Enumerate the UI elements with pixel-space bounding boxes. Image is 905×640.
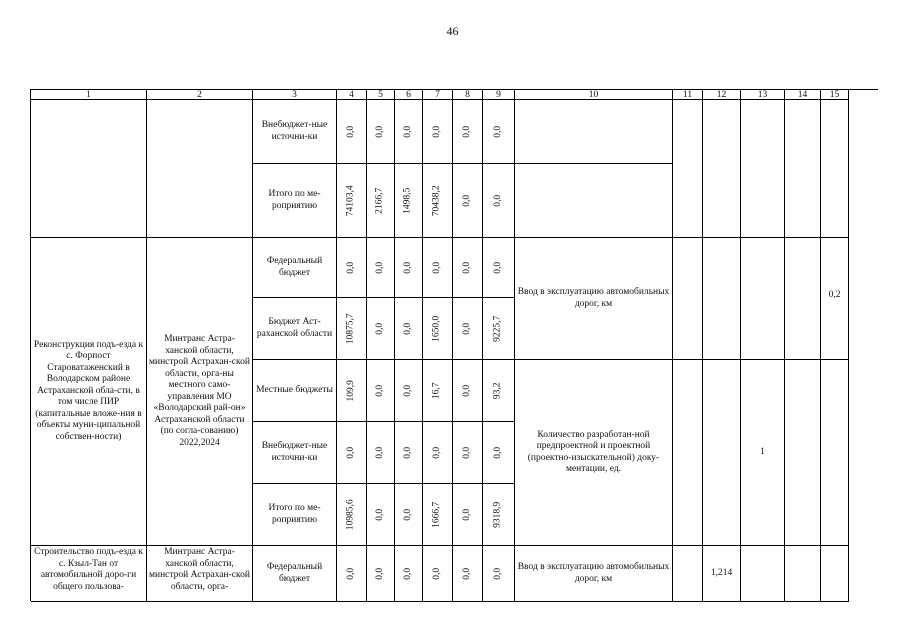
block-a-value-0-2 (395, 100, 423, 164)
block-b-value-3-1 (367, 422, 395, 484)
block-b-value-3-0-text: 0,0 (345, 446, 356, 459)
header-col-6: 6 (395, 90, 423, 100)
block-a-value-0-1-text: 0,0 (374, 125, 385, 138)
block-c-value-5-text: 0,0 (492, 567, 503, 580)
block-b-value-4-5-text: 9318,9 (492, 501, 503, 528)
block-c-col-11 (673, 546, 703, 602)
block-b-value-2-2 (395, 360, 423, 422)
block-c-col-13 (741, 546, 785, 602)
block-b-value-2-5 (483, 360, 515, 422)
block-b-source-4: Итого по ме-роприятию (253, 484, 337, 546)
block-a-value-1-1-text: 2166,7 (374, 187, 385, 214)
block-b-value-1-2 (395, 298, 423, 360)
block-b-value-1-4-text: 0,0 (461, 322, 472, 335)
block-a-value-1-2-text: 1498,5 (402, 187, 413, 214)
block-b-ind2-col-15 (821, 360, 849, 546)
block-b-title: Реконструкция подъ-езда к с. Форпост Староватаженский в Володарском районе Астраханской обла-сти, в том числе ПИР (капитальные вложе-ния в объекты муни-ципальной собствен-ности) (31, 238, 147, 546)
block-b-value-1-0-text: 10875,7 (345, 313, 356, 344)
block-b-value-4-2-text: 0,0 (402, 508, 413, 521)
block-b-ind2-col-12 (703, 360, 741, 546)
block-b-value-1-3 (423, 298, 453, 360)
block-a-value-0-0 (337, 100, 367, 164)
block-b-value-2-3 (423, 360, 453, 422)
block-c-value-2 (395, 546, 423, 602)
block-b-value-3-2 (395, 422, 423, 484)
block-a-executor-cell (147, 100, 253, 238)
block-c-value-3-text: 0,0 (431, 567, 442, 580)
block-b-value-2-4 (453, 360, 483, 422)
block-b-value-3-4 (453, 422, 483, 484)
block-a-value-0-5 (483, 100, 515, 164)
block-b-source-3: Внебюджет-ные источни-ки (253, 422, 337, 484)
block-a-value-0-4 (453, 100, 483, 164)
block-a-title-cell (31, 100, 147, 238)
header-col-12: 12 (703, 90, 741, 100)
block-c-executor: Минтранс Астра-ханской области, минстрой Астрахан-ской области, орга- (147, 546, 253, 602)
header-col-11: 11 (673, 90, 703, 100)
block-b-value-0-5 (483, 238, 515, 298)
block-b-value-0-1-text: 0,0 (374, 261, 385, 274)
block-a-value-0-2-text: 0,0 (402, 125, 413, 138)
block-b-value-0-0-text: 0,0 (345, 261, 356, 274)
block-b-source-0: Федеральный бюджет (253, 238, 337, 298)
header-col-3: 3 (253, 90, 337, 100)
block-a-value-0-4-text: 0,0 (461, 125, 472, 138)
block-b-value-1-2-text: 0,0 (402, 322, 413, 335)
header-col-2: 2 (147, 90, 253, 100)
block-b-value-3-5 (483, 422, 515, 484)
block-a-value-0-3-text: 0,0 (431, 125, 442, 138)
page-number: 46 (446, 24, 459, 38)
block-b-value-0-2-text: 0,0 (402, 261, 413, 274)
block-a-value-1-5 (483, 164, 515, 238)
block-a-source-1: Итого по ме-роприятию (253, 164, 337, 238)
block-b-value-4-0 (337, 484, 367, 546)
block-c-value-4 (453, 546, 483, 602)
block-a-indicator-1 (515, 164, 673, 238)
header-col-4: 4 (337, 90, 367, 100)
block-b-value-2-1 (367, 360, 395, 422)
block-a-value-0-5-text: 0,0 (492, 125, 503, 138)
block-b-value-0-5-text: 0,0 (492, 261, 503, 274)
block-c-title: Строительство подъ-езда к с. Кзыл-Тан от автомобильной доро-ги общего пользова- (31, 546, 147, 602)
block-b-value-4-1-text: 0,0 (374, 508, 385, 521)
block-b-value-0-3-text: 0,0 (431, 261, 442, 274)
block-b-value-2-3-text: 16,7 (431, 382, 442, 399)
block-b-value-2-4-text: 0,0 (461, 384, 472, 397)
block-b-value-1-1-text: 0,0 (374, 322, 385, 335)
block-b-indicator-1: Ввод в эксплуатацию автомобильных дорог, км (515, 238, 673, 360)
block-b-source-1: Бюджет Аст-раханской области (253, 298, 337, 360)
block-b-ind2-col-14 (785, 360, 821, 546)
block-b-value-2-2-text: 0,0 (402, 384, 413, 397)
block-c-value-1-text: 0,0 (374, 567, 385, 580)
block-a-value-1-4 (453, 164, 483, 238)
block-b-value-3-1-text: 0,0 (374, 446, 385, 459)
header-col-8: 8 (453, 90, 483, 100)
block-b-ind1-col-12 (703, 238, 741, 360)
block-b-source-2: Местные бюджеты (253, 360, 337, 422)
block-b-indicator-2: Количество разработан-ной предпроектной и проектной (проектно-изыскательной) доку-ментации, ед. (515, 360, 673, 546)
block-a-value-1-1 (367, 164, 395, 238)
block-c-col-14 (785, 546, 821, 602)
block-a-value-1-5-text: 0,0 (492, 194, 503, 207)
block-a-col-14 (785, 100, 821, 238)
block-b-ind1-col-11 (673, 238, 703, 360)
block-b-value-4-2 (395, 484, 423, 546)
header-col-9: 9 (483, 90, 515, 100)
block-c-value-4-text: 0,0 (461, 567, 472, 580)
block-b-value-4-5 (483, 484, 515, 546)
block-b-value-1-3-text: 1650,0 (431, 315, 442, 342)
block-a-col-13 (741, 100, 785, 238)
block-c-value-3 (423, 546, 453, 602)
block-a-value-0-1 (367, 100, 395, 164)
header-col-14: 14 (785, 90, 821, 100)
block-b-value-4-4-text: 0,0 (461, 508, 472, 521)
block-a-col-15 (821, 100, 849, 238)
header-col-7: 7 (423, 90, 453, 100)
block-c-indicator: Ввод в эксплуатацию автомобильных дорог, км (515, 546, 673, 602)
block-b-value-0-4 (453, 238, 483, 298)
block-a-value-1-0 (337, 164, 367, 238)
program-table (30, 89, 878, 601)
block-b-value-3-3-text: 0,0 (431, 446, 442, 459)
block-c-value-0-text: 0,0 (345, 567, 356, 580)
header-col-13: 13 (741, 90, 785, 100)
block-b-ind2-col-11 (673, 360, 703, 546)
header-col-1: 1 (31, 90, 147, 100)
block-c-source: Федеральный бюджет (253, 546, 337, 602)
block-b-value-1-0 (337, 298, 367, 360)
block-b-value-3-2-text: 0,0 (402, 446, 413, 459)
block-a-col-11 (673, 100, 703, 238)
block-a-value-1-3 (423, 164, 453, 238)
block-a-indicator-0 (515, 100, 673, 164)
block-c-col-15 (821, 546, 849, 602)
block-b-value-0-4-text: 0,0 (461, 261, 472, 274)
block-b-ind1-col-14 (785, 238, 821, 360)
block-b-value-2-0-text: 109,9 (345, 379, 356, 402)
block-b-ind1-col-13 (741, 238, 785, 360)
block-b-value-0-0 (337, 238, 367, 298)
block-b-value-1-1 (367, 298, 395, 360)
block-b-value-1-5-text: 9225,7 (492, 315, 503, 342)
block-b-value-0-2 (395, 238, 423, 298)
block-b-value-1-4 (453, 298, 483, 360)
block-b-value-4-0-text: 10985,6 (345, 499, 356, 530)
block-b-value-2-0 (337, 360, 367, 422)
block-b-value-3-0 (337, 422, 367, 484)
block-b-value-2-1-text: 0,0 (374, 384, 385, 397)
block-b-value-3-3 (423, 422, 453, 484)
block-b-value-3-4-text: 0,0 (461, 446, 472, 459)
block-b-ind2-col-13: 1 (741, 360, 785, 546)
block-c-value-0 (337, 546, 367, 602)
header-col-15: 15 (821, 90, 849, 100)
block-a-value-0-3 (423, 100, 453, 164)
header-col-5: 5 (367, 90, 395, 100)
block-a-value-1-4-text: 0,0 (461, 194, 472, 207)
block-b-value-4-4 (453, 484, 483, 546)
block-b-value-4-3 (423, 484, 453, 546)
block-b-executor: Минтранс Астра-ханской области, минстрой Астрахан-ской области, орга-ны местного само-управления МО «Володарский рай-он» Астраханской области (по согла-сованию) 2022,2024 (147, 238, 253, 546)
block-c-value-5 (483, 546, 515, 602)
block-b-value-0-1 (367, 238, 395, 298)
block-a-value-1-2 (395, 164, 423, 238)
block-b-value-3-5-text: 0,0 (492, 446, 503, 459)
block-c-col-12: 1,214 (703, 546, 741, 602)
block-b-value-2-5-text: 93,2 (492, 382, 503, 399)
block-a-value-1-3-text: 70438,2 (431, 185, 442, 216)
block-b-value-1-5 (483, 298, 515, 360)
block-b-ind1-col-15: 0,2 (821, 238, 849, 360)
block-b-value-4-3-text: 1666,7 (431, 501, 442, 528)
block-a-value-0-0-text: 0,0 (345, 125, 356, 138)
block-a-source-0: Внебюджет-ные источни-ки (253, 100, 337, 164)
block-c-value-1 (367, 546, 395, 602)
block-b-value-0-3 (423, 238, 453, 298)
block-c-value-2-text: 0,0 (402, 567, 413, 580)
block-a-col-12 (703, 100, 741, 238)
block-b-value-4-1 (367, 484, 395, 546)
block-a-value-1-0-text: 74103,4 (345, 185, 356, 216)
header-col-10: 10 (515, 90, 673, 100)
